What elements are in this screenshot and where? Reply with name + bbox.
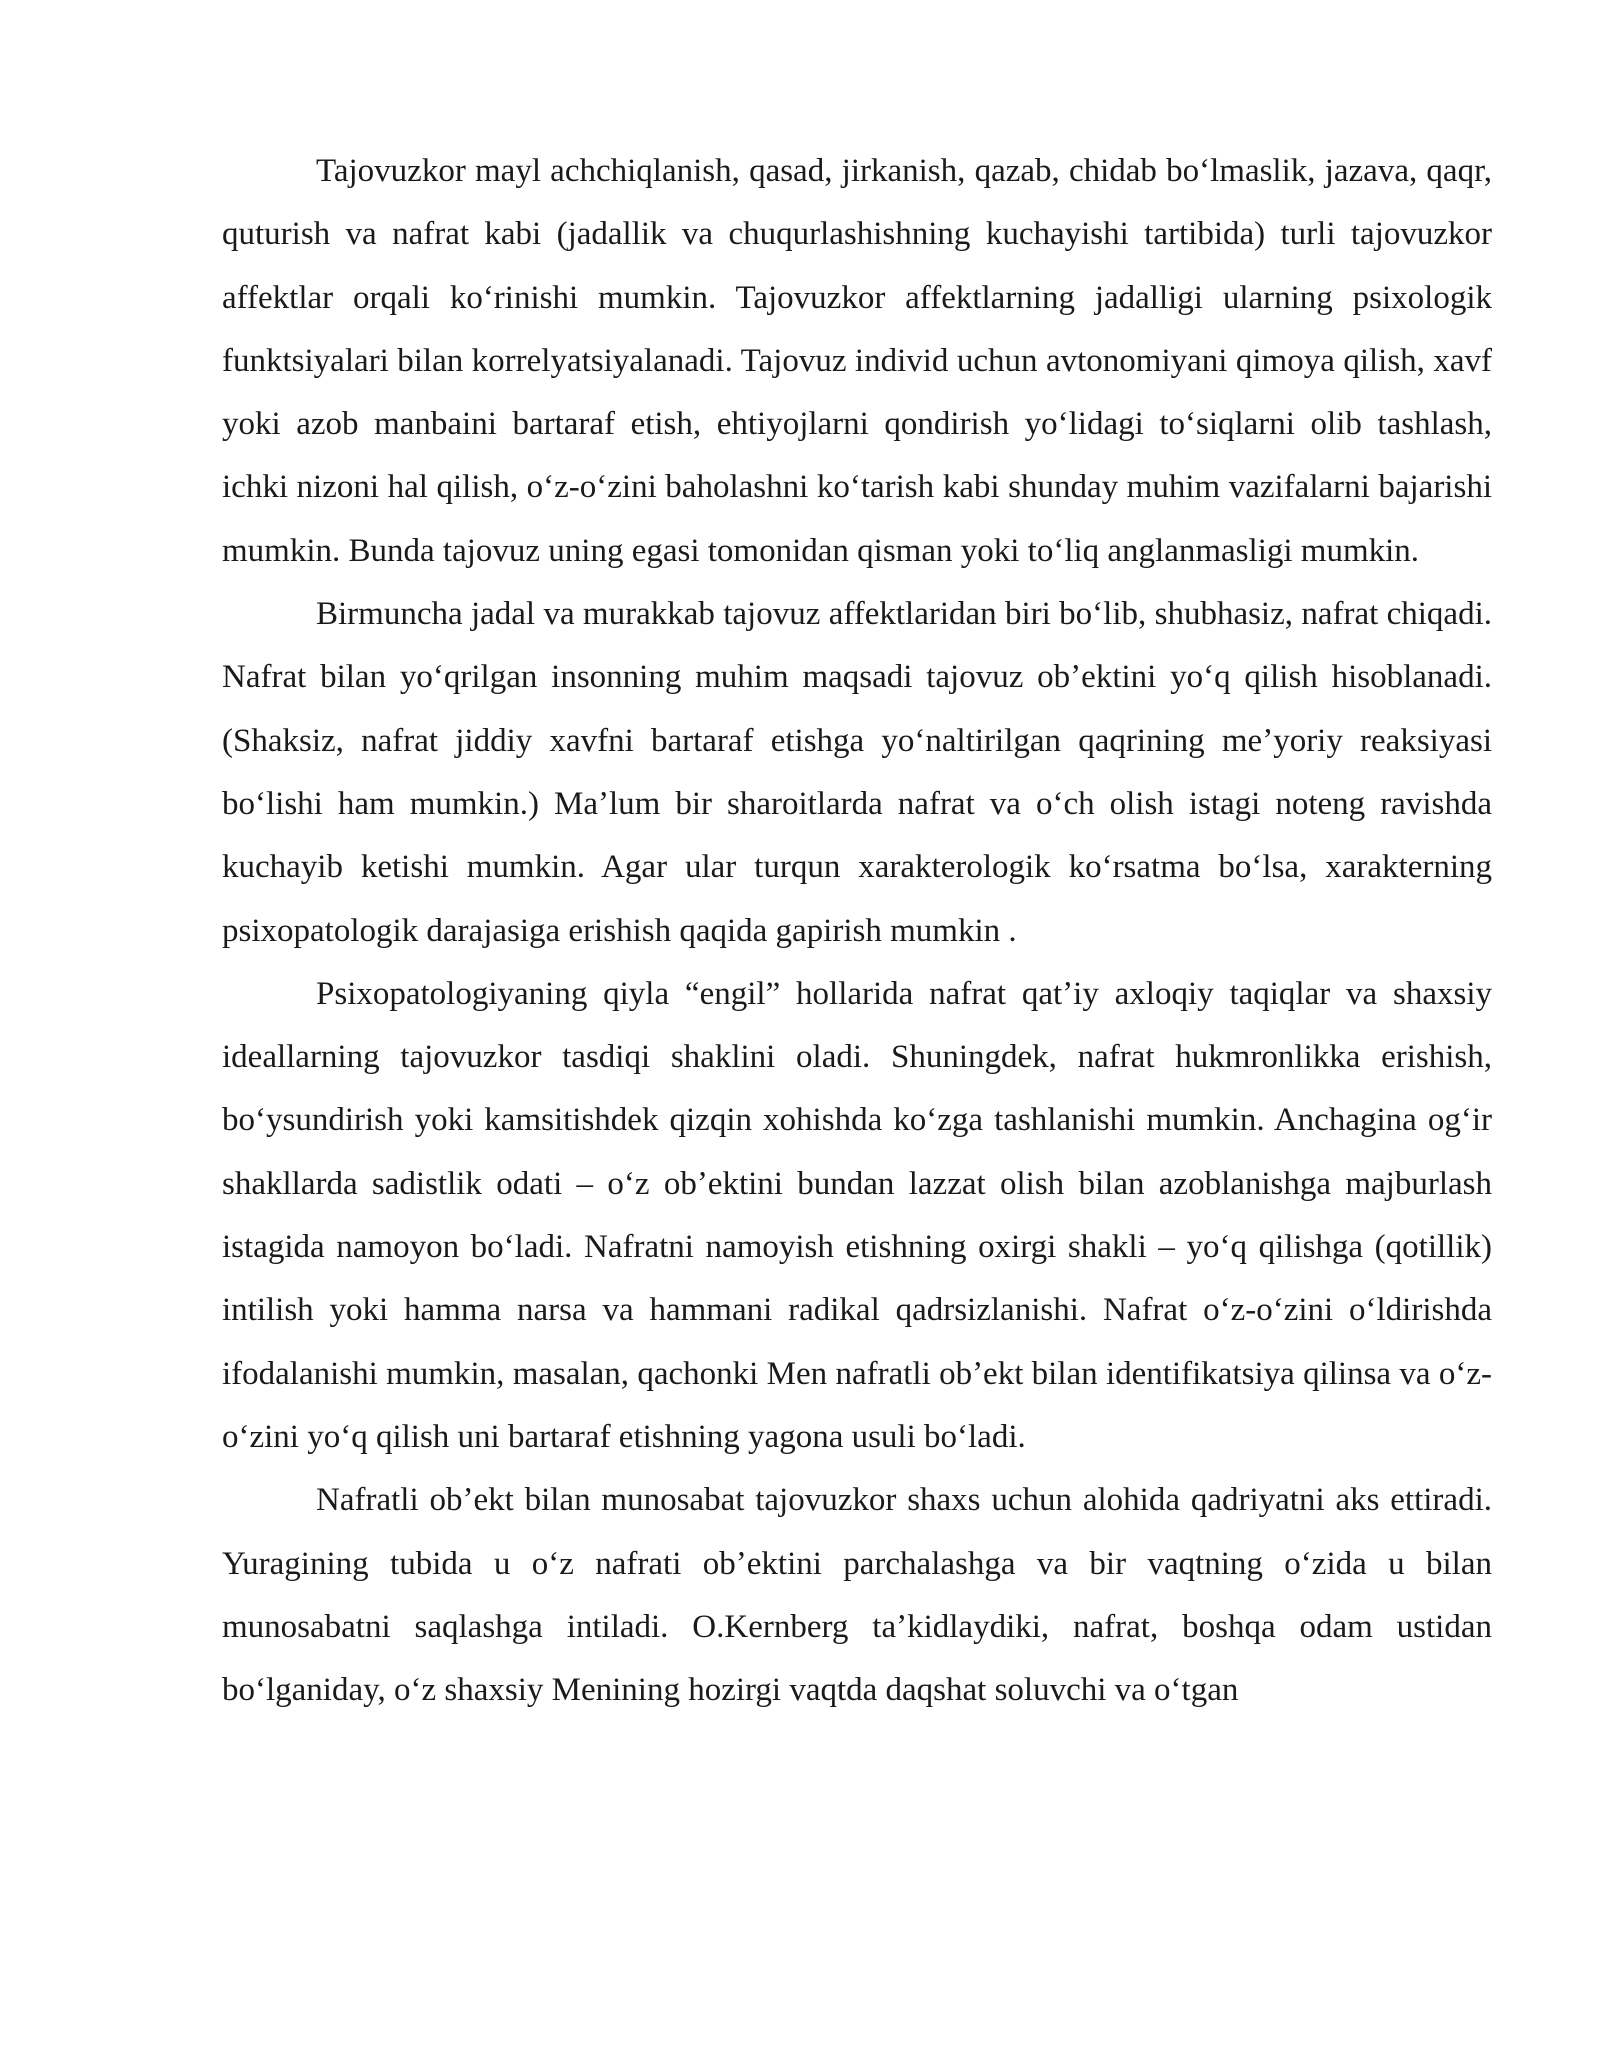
paragraph-2: Birmuncha jadal va murakkab tajovuz affektlaridan biri boʻlib, shubhasiz, nafrat chiqadi. Nafrat bilan yoʻqrilgan insonning muhim maqsadi tajovuz obʼektini yoʻq qilish hisoblanadi. (Shaksiz, nafrat jiddiy xavfni bartaraf etishga yoʻnaltirilgan qaqrining meʼyoriy reaksiyasi boʻlishi ham mumkin.) Maʼlum bir sharoitlarda nafrat va oʻch olish istagi noteng ravishda kuchayib ketishi mumkin. Agar ular turqun xarakterologik koʻrsatma boʻlsa, xarakterning psixopatologik darajasiga erishish qaqida gapirish mumkin . (222, 596, 1492, 949)
paragraph-3: Psixopatologiyaning qiyla “engil” hollarida nafrat qatʼiy axloqiy taqiqlar va shaxsiy ideallarning tajovuzkor tasdiqi shaklini oladi. Shuningdek, nafrat hukmronlikka erishish, boʻysundirish yoki kamsitishdek qizqin xohishda koʻzga tashlanishi mumkin. Anchagina ogʻir shakllarda sadistlik odati – oʻz obʼektini bundan lazzat olish bilan azoblanishga majburlash istagida namoyon boʻladi. Nafratni namoyish etishning oxirgi shakli – yoʻq qilishga (qotillik) intilish yoki hamma narsa va hammani radikal qadrsizlanishi. Nafrat oʻz-oʻzini oʻldirishda ifodalanishi mumkin, masalan, qachonki Men nafratli obʼekt bilan identifikatsiya qilinsa va oʻz-oʻzini yoʻq qilish uni bartaraf etishning yagona usuli boʻladi. (222, 975, 1492, 1455)
document-body (222, 140, 1492, 1722)
paragraph-1: Tajovuzkor mayl achchiqlanish, qasad, jirkanish, qazab, chidab boʻlmaslik, jazava, qaqr, quturish va nafrat kabi (jadallik va chuqurlashishning kuchayishi tartibida) turli tajovuzkor affektlar orqali koʻrinishi mumkin. Tajovuzkor affektlarning jadalligi ularning psixologik funktsiyalari bilan korrelyatsiyalanadi. Tajovuz individ uchun avtonomiyani qimoya qilish, xavf yoki azob manbaini bartaraf etish, ehtiyojlarni qondirish yoʻlidagi toʻsiqlarni olib tashlash, ichki nizoni hal qilish, oʻz-oʻzini baholashni koʻtarish kabi shunday muhim vazifalarni bajarishi mumkin. Bunda tajovuz uning egasi tomonidan qisman yoki toʻliq anglanmasligi mumkin. (222, 153, 1492, 569)
paragraph-4: Nafratli obʼekt bilan munosabat tajovuzkor shaxs uchun alohida qadriyatni aks ettiradi. Yuragining tubida u oʻz nafrati obʼektini parchalashga va bir vaqtning oʻzida u bilan munosabatni saqlashga intiladi. O.Kernberg taʼkidlaydiki, nafrat, boshqa odam ustidan boʻlganiday, oʻz shaxsiy Menining hozirgi vaqtda daqshat soluvchi va oʻtgan (222, 1482, 1492, 1709)
